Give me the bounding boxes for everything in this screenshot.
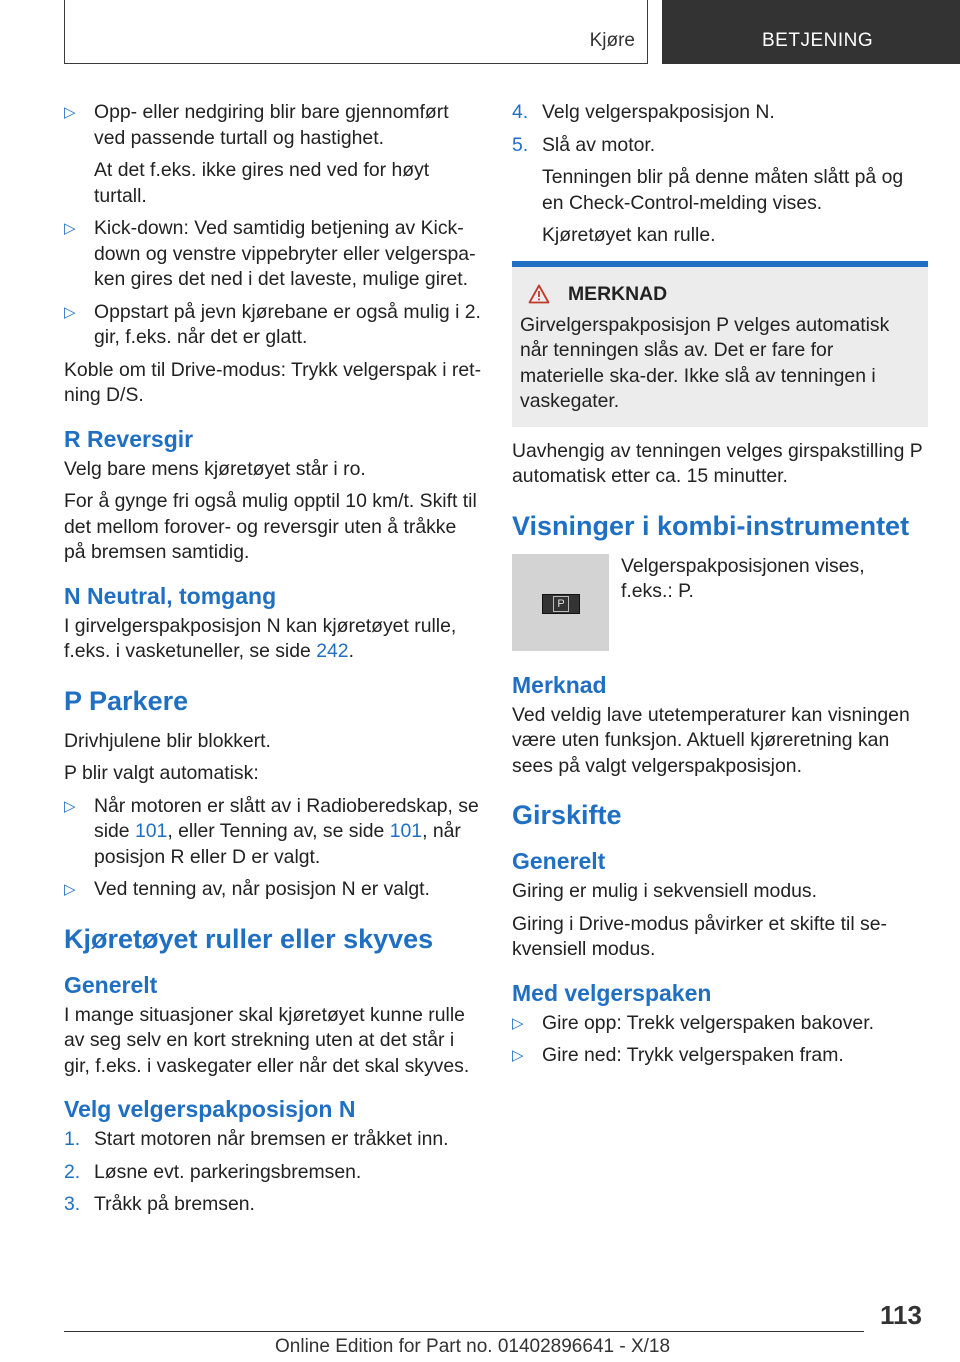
step-number: 3.: [64, 1193, 81, 1215]
step-continuation: Kjøretøyet kan rulle.: [542, 224, 716, 246]
paragraph: I mange situasjoner skal kjøretøyet kunne rulle av seg selv en kort strekning uten at det står i gir, f.eks. i vaskegater eller når det skal skyves.: [64, 1003, 470, 1077]
triangle-bullet-icon: ▷: [64, 881, 76, 898]
step-text: Start motoren når bremsen er tråkket inn.: [94, 1128, 449, 1150]
paragraph: Koble om til Drive-modus: Trykk velgerspak i ret-ning D/S.: [64, 358, 482, 406]
list-item: [64, 216, 482, 293]
heading-general: Generelt: [512, 848, 606, 874]
left-column: [64, 100, 482, 1225]
page-reference-link[interactable]: 242: [316, 640, 349, 662]
page-reference-link[interactable]: 101: [134, 820, 168, 842]
gear-display-icon: [542, 594, 580, 614]
heading-neutral: N Neutral, tomgang: [64, 582, 277, 609]
paragraph: P blir valgt automatisk:: [64, 762, 259, 784]
list-item: [512, 1043, 928, 1069]
chapter-title: Kjøre: [589, 30, 635, 51]
paragraph: For å gynge fri også mulig opptil 10 km/t. Skift til det mellom forover- og reversgir uten å tråkke på bremsen samtidig.: [64, 490, 477, 563]
triangle-bullet-icon: ▷: [512, 1047, 524, 1064]
step-number: 4.: [512, 101, 529, 123]
step-text: Slå av motor.: [542, 133, 656, 156]
step-item: [64, 1160, 482, 1186]
heading-note: Merknad: [512, 671, 607, 698]
list-item: ▷ Når motoren er slått av i Radioberedskap, se side 101, eller Tenning av, se side 101, når posisjon R eller D er valgt.: [64, 794, 479, 868]
heading-with-lever: Med velgerspaken: [512, 979, 712, 1006]
list-item: [64, 877, 482, 903]
footer-divider: [64, 1331, 864, 1332]
footer-edition: Online Edition for Part no. 01402896641 - X/18: [275, 1336, 671, 1357]
heading-rolling: Kjøretøyet ruller eller skyves: [64, 923, 434, 954]
step-text: Tråkk på bremsen.: [94, 1193, 255, 1215]
step-text: Løsne evt. parkeringsbremsen.: [94, 1160, 362, 1183]
triangle-bullet-icon: ▷: [64, 797, 76, 815]
section-tab: [662, 0, 960, 64]
list-item: [64, 300, 482, 351]
step-number: 2.: [64, 1160, 81, 1183]
warning-triangle-icon: [528, 284, 550, 304]
heading-park: P Parkere: [64, 685, 189, 716]
list-item-text: Opp- eller nedgiring blir bare gjennomført ved passende turtall og hastighet.: [94, 101, 449, 149]
notice-box: [512, 261, 928, 427]
list-item-text: Gire ned: Trykk velgerspaken fram.: [542, 1044, 844, 1066]
triangle-bullet-icon: ▷: [64, 220, 76, 237]
paragraph: Ved veldig lave utetemperaturer kan visningen være uten funksjon. Aktuell kjøreretning kan sees på valgt velgerspakposisjon.: [512, 703, 910, 777]
paragraph: Giring er mulig i sekvensiell modus.: [512, 880, 817, 902]
triangle-bullet-icon: ▷: [512, 1014, 524, 1032]
paragraph: Uavhengig av tenningen velges girspakstilling P automatisk etter ca. 15 minutter.: [512, 439, 923, 487]
paragraph: Velgerspakposisjonen vises,: [621, 554, 865, 577]
section-title: BETJENING: [762, 30, 874, 51]
list-item-text: Oppstart på jevn kjørebane er også mulig i 2. gir, f.eks. når det er glatt.: [94, 300, 481, 348]
triangle-bullet-icon: ▷: [64, 303, 76, 321]
header-box: [64, 0, 648, 64]
list-item-text: Kick-down: Ved samtidig betjening av Kick-down og venstre vippebryter eller velgerspa-ken gires det ned i det laveste, mulige giret.: [94, 217, 476, 290]
notice-text: Girvelgerspakposisjon P velges automatisk når tenningen slås av. Det er fare for materielle ska-der. Ikke slå av tenningen i vaskegater.: [520, 313, 890, 412]
page-number: 113: [880, 1300, 922, 1330]
paragraph: Giring i Drive-modus påvirker et skifte til se-kvensiell modus.: [512, 912, 887, 960]
display-example: [512, 554, 928, 651]
heading-reverse: R Reversgir: [64, 425, 194, 452]
instrument-cluster-image: [512, 554, 609, 651]
step-item: [512, 100, 928, 126]
list-item-continuation: At det f.eks. ikke gires ned ved for høyt turtall.: [94, 159, 430, 207]
step-item: [512, 133, 928, 159]
gear-letter: P: [553, 596, 569, 612]
page-reference-link[interactable]: 101: [389, 820, 423, 842]
right-column: [512, 100, 928, 1076]
paragraph: f.eks.: P.: [621, 580, 694, 602]
heading-general: Generelt: [64, 971, 158, 998]
heading-select-n: Velg velgerspakposisjon N: [64, 1096, 356, 1122]
list-item-text: Gire opp: Trekk velgerspaken bakover.: [542, 1011, 874, 1034]
step-number: 5.: [512, 133, 529, 156]
triangle-bullet-icon: ▷: [64, 104, 76, 121]
step-text: Velg velgerspakposisjon N.: [542, 101, 775, 123]
paragraph: I girvelgerspakposisjon N kan kjøretøyet rulle, f.eks. i vasketuneller, se side 242.: [64, 614, 457, 662]
step-item: [64, 1192, 482, 1218]
paragraph: Velg bare mens kjøretøyet står i ro.: [64, 457, 366, 480]
heading-displays: Visninger i kombi-instrumentet: [512, 510, 910, 541]
step-continuation: Tenningen blir på denne måten slått på og en Check-Control-melding vises.: [542, 166, 904, 214]
step-number: 1.: [64, 1128, 81, 1150]
notice-title: MERKNAD: [568, 282, 668, 305]
heading-shifting: Girskifte: [512, 800, 622, 830]
step-item: [64, 1127, 482, 1153]
list-item: [64, 100, 482, 151]
list-item: [512, 1011, 928, 1037]
paragraph: Drivhjulene blir blokkert.: [64, 729, 271, 752]
list-item-text: Ved tenning av, når posisjon N er valgt.: [94, 878, 430, 900]
